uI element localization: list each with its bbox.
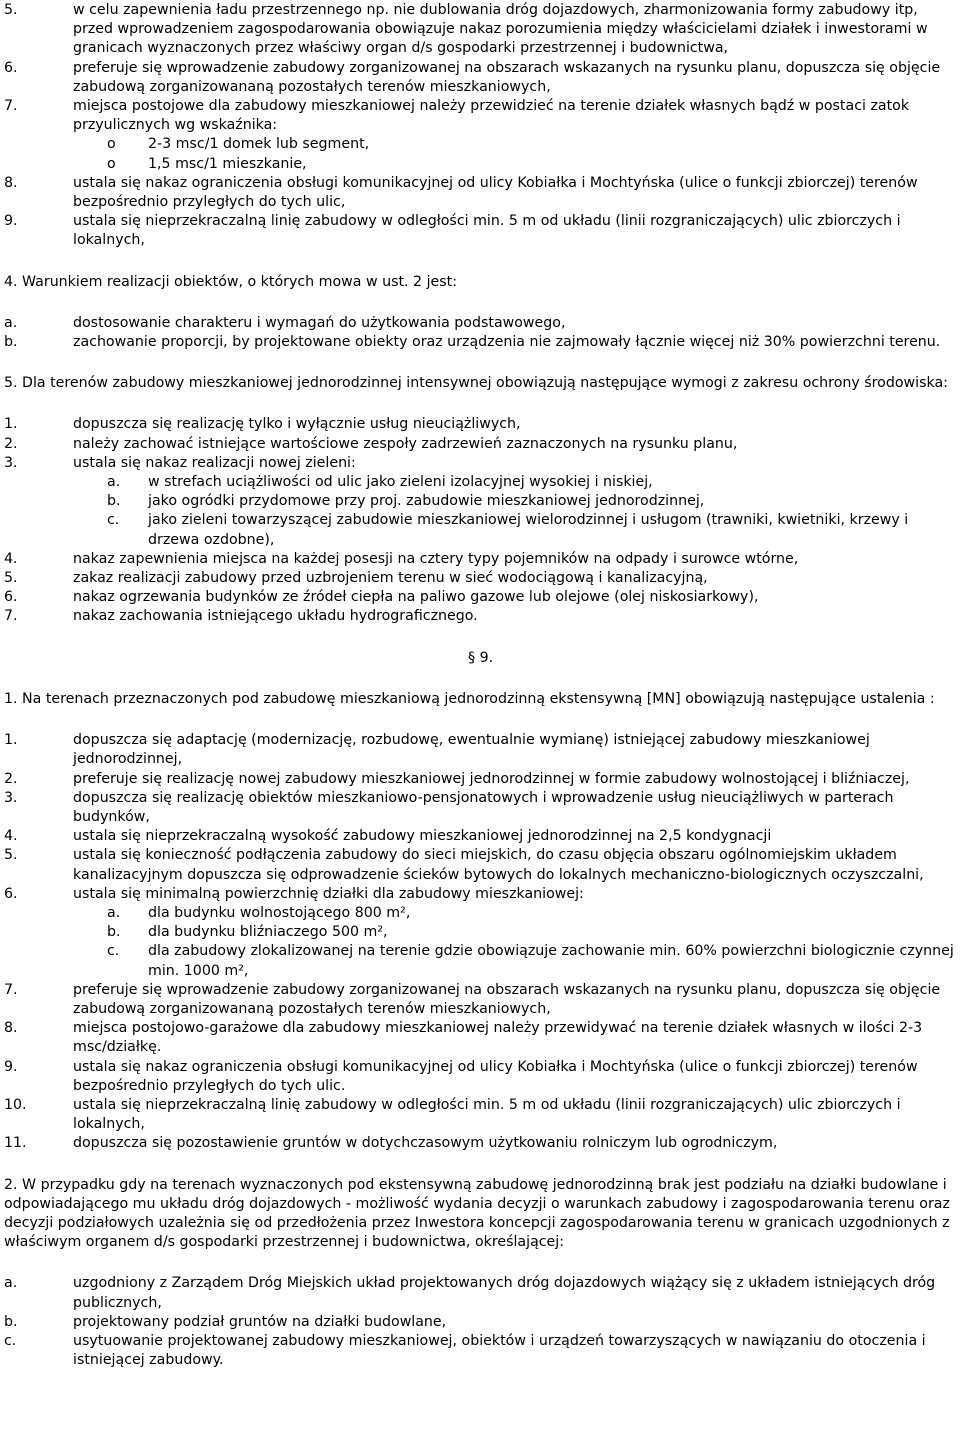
- list-item-text: nakaz zachowania istniejącego układu hydrograficznego.: [73, 608, 478, 625]
- section-4-heading: 4. Warunkiem realizacji obiektów, o których mowa w ust. 2 jest:: [4, 273, 458, 290]
- list-item: [0, 731, 960, 769]
- list-item-marker: b.: [4, 334, 18, 351]
- section-4-items: [0, 314, 960, 352]
- list-item-text: ustala się nakaz realizacji nowej zieleni:: [73, 454, 356, 471]
- list-item-marker: 11.: [4, 1135, 27, 1152]
- list-item-marker: 2.: [4, 435, 18, 452]
- list-item-text: ustala się minimalną powierzchnię działki dla zabudowy mieszkaniowej:: [73, 885, 584, 902]
- list-item-marker: 5.: [4, 570, 18, 587]
- list-item: [0, 923, 960, 942]
- section-5-heading: 5. Dla terenów zabudowy mieszkaniowej jednorodzinnej intensywnej obowiązują następujące wymogi z zakresu ochrony środowiska:: [4, 375, 948, 392]
- list-item-marker: 9.: [4, 213, 18, 230]
- list-item-text: 1,5 msc/1 mieszkanie,: [148, 155, 307, 172]
- list-item-marker: 1.: [4, 732, 18, 749]
- list-item: [0, 770, 960, 789]
- list-item-text: dla budynku bliźniaczego 500 m²,: [148, 924, 388, 941]
- list-item: [0, 314, 960, 333]
- parking-bullets: [0, 135, 960, 173]
- list-item: [0, 174, 960, 212]
- list-item: [0, 1332, 960, 1370]
- list-item: [0, 1019, 960, 1057]
- list-item-text: nakaz ogrzewania budynków ze źródeł ciepła na paliwo gazowe lub olejowe (olej niskosiarkowy),: [73, 589, 759, 606]
- list-item-marker: a.: [4, 314, 18, 331]
- list-item-marker: 4.: [4, 550, 18, 567]
- list-item: [0, 1134, 960, 1153]
- list-item: [0, 550, 960, 569]
- list-item-marker: o: [107, 136, 116, 153]
- list-item: [0, 511, 960, 549]
- list-item-text: należy zachować istniejące wartościowe zespoły zadrzewień zaznaczonych na rysunku planu,: [73, 435, 738, 452]
- list-item: [0, 1058, 960, 1096]
- list-item-text: nakaz zapewnienia miejsca na każdej posesji na cztery typy pojemników na odpady i surowce wtórne,: [73, 550, 799, 567]
- list-item-marker: b.: [107, 493, 121, 510]
- list-item-text: jako ogródki przydomowe przy proj. zabudowie mieszkaniowej jednorodzinnej,: [148, 493, 705, 510]
- list-item: [0, 97, 960, 135]
- list-item: [0, 155, 960, 174]
- top-list: [0, 1, 960, 135]
- list-item: [0, 789, 960, 827]
- list-item-text: dla budynku wolnostojącego 800 m²,: [148, 904, 411, 921]
- list-item-marker: a.: [4, 1275, 18, 1292]
- list-item-marker: 7.: [4, 981, 18, 998]
- list-item-text: dostosowanie charakteru i wymagań do użytkowania podstawowego,: [73, 314, 566, 331]
- list-item-text: w strefach uciążliwości od ulic jako zieleni izolacyjnej wysokiej i niskiej,: [148, 474, 653, 491]
- plot-size-list: [0, 904, 960, 981]
- list-item-marker: c.: [4, 1332, 17, 1349]
- list-item-marker: c.: [107, 512, 120, 529]
- list-item-text: ustala się nieprzekraczalną wysokość zabudowy mieszkaniowej jednorodzinnej na 2,5 kondygnacji: [73, 828, 772, 845]
- list-item: [0, 904, 960, 923]
- list-item-marker: 8.: [4, 1020, 18, 1037]
- list-item-marker: 10.: [4, 1096, 27, 1113]
- section-sign: § 9.: [468, 649, 494, 666]
- section-5-items: [0, 415, 960, 473]
- list-item-text: dopuszcza się pozostawienie gruntów w dotychczasowym użytkowaniu rolniczym lub ogrodniczym,: [73, 1135, 778, 1152]
- list-item: [0, 1313, 960, 1332]
- list-item-marker: a.: [107, 904, 121, 921]
- list-item: [0, 333, 960, 352]
- list-item-text: dopuszcza się realizację obiektów mieszkaniowo-pensjonatowych i wprowadzenie usług nieuciążliwych w parterach budynków,: [73, 789, 894, 825]
- list-item-marker: c.: [107, 943, 120, 960]
- list-item: [0, 454, 960, 473]
- section-5-items-continued: [0, 550, 960, 627]
- list-item-text: uzgodniony z Zarządem Dróg Miejskich układ projektowanych dróg dojazdowych wiążący się z układem istniejących dróg publicznych,: [73, 1275, 936, 1311]
- list-item-text: zachowanie proporcji, by projektowane obiekty oraz urządzenia nie zajmowały łącznie więcej niż 30% powierzchni terenu.: [73, 334, 941, 351]
- list-item-text: preferuje się wprowadzenie zabudowy zorganizowanej na obszarach wskazanych na rysunku planu, dopuszcza się objęcie zabudową zorganizowananą pozostałych terenów mieszkaniowych,: [73, 981, 941, 1017]
- list-item: [0, 885, 960, 904]
- list-item-marker: 6.: [4, 59, 18, 76]
- list-item: [0, 492, 960, 511]
- list-item-marker: 5.: [4, 847, 18, 864]
- list-item-marker: o: [107, 155, 116, 172]
- list-item-text: zakaz realizacji zabudowy przed uzbrojeniem terenu w sieć wodociągową i kanalizacyjną,: [73, 570, 708, 587]
- list-item: [0, 1096, 960, 1134]
- list-item-text: w celu zapewnienia ładu przestrzennego np. nie dublowania dróg dojazdowych, zharmonizowania formy zabudowy itp, przed wprowadzeniem zagospodarowania obowiązuje nakaz porozumienia między właścicielami działek i inwestorami w granicach wyznaczonych przez właściwy organ d/s gospodarki przestrzennej i budownictwa,: [73, 2, 928, 57]
- list-item-marker: 2.: [4, 770, 18, 787]
- list-item: [0, 1, 960, 59]
- list-item-text: ustala się nieprzekraczalną linię zabudowy w odległości min. 5 m od układu (linii rozgraniczających) ulic zbiorczych i lokalnych,: [73, 213, 901, 249]
- list-item-marker: 5.: [4, 2, 18, 18]
- list-item: [0, 846, 960, 884]
- list-item: [0, 607, 960, 626]
- list-item-text: dopuszcza się adaptację (modernizację, rozbudowę, ewentualnie wymianę) istniejącej zabudowy mieszkaniowej jednorodzinnej,: [73, 732, 870, 768]
- list-item-text: ustala się nakaz ograniczenia obsługi komunikacyjnej od ulicy Kobiałka i Mochtyńska (ulice o funkcji zbiorczej) terenów bezpośrednio przyległych do tych ulic.: [73, 1058, 918, 1094]
- list-item-marker: 3.: [4, 789, 18, 806]
- list-item-marker: 7.: [4, 608, 18, 625]
- list-item-text: dopuszcza się realizację tylko i wyłącznie usług nieuciążliwych,: [73, 416, 521, 433]
- list-item: [0, 1274, 960, 1312]
- list-item-text: projektowany podział gruntów na działki budowlane,: [73, 1313, 447, 1330]
- list-item-marker: 7.: [4, 98, 18, 115]
- list-item: [0, 473, 960, 492]
- list-item: [0, 588, 960, 607]
- list-item-marker: b.: [107, 924, 121, 941]
- mn-items-continued: [0, 981, 960, 1154]
- list-item-marker: 6.: [4, 885, 18, 902]
- list-item-text: preferuje się realizację nowej zabudowy mieszkaniowej jednorodzinnej w formie zabudowy wolnostojącej i bliźniaczej,: [73, 770, 910, 787]
- list-item: [0, 942, 960, 980]
- green-areas-list: [0, 473, 960, 550]
- list-item-marker: 9.: [4, 1058, 18, 1075]
- list-item-text: preferuje się wprowadzenie zabudowy zorganizowanej na obszarach wskazanych na rysunku planu, dopuszcza się objęcie zabudową zorganizowananą pozostałych terenów mieszkaniowych,: [73, 59, 941, 95]
- list-item-marker: 4.: [4, 828, 18, 845]
- list-item-text: miejsca postojowe dla zabudowy mieszkaniowej należy przewidzieć na terenie działek własnych bądź w postaci zatok przyulicznych wg wskaźnika:: [73, 98, 910, 134]
- list-item-marker: 3.: [4, 454, 18, 471]
- list-item: [0, 415, 960, 434]
- list-item: [0, 59, 960, 97]
- list-item: [0, 981, 960, 1019]
- paragraph-2: 2. W przypadku gdy na terenach wyznaczonych pod ekstensywną zabudowę jednorodzinną brak jest podziału na działki budowlane i odpowiadającego mu układu dróg dojazdowych - możliwość wydania decyzji o warunkach zabudowy i zagospodarowania terenu oraz decyzji podziałowych uzależnia się od przedłożenia przez Inwestora koncepcji zagospodarowania terenu w granicach uzgodnionych z właściwym organem d/s gospodarki przestrzennej i budownictwa, określającej:: [4, 1176, 950, 1251]
- list-item-text: ustala się konieczność podłączenia zabudowy do sieci miejskich, do czasu objęcia obszaru ogólnomiejskim układem kanalizacyjnym dopuszcza się odprowadzenie ścieków bytowych do lokalnych mechaniczno-biologicznych oczyszczalni,: [73, 847, 924, 883]
- list-item-text: ustala się nakaz ograniczenia obsługi komunikacyjnej od ulicy Kobiałka i Mochtyńska (ulice o funkcji zbiorczej) terenów bezpośrednio przyległych do tych ulic,: [73, 174, 918, 211]
- list-item-marker: a.: [107, 474, 121, 491]
- list-item-marker: 8.: [4, 174, 18, 191]
- list-item: [0, 435, 960, 454]
- list-item-text: ustala się nieprzekraczalną linię zabudowy w odległości min. 5 m od układu (linii rozgraniczających) ulic zbiorczych i lokalnych,: [73, 1096, 901, 1133]
- paragraph-2-items: [0, 1274, 960, 1370]
- list-item: [0, 569, 960, 588]
- mn-heading: 1. Na terenach przeznaczonych pod zabudowę mieszkaniową jednorodzinną ekstensywną [MN] obowiązują następujące ustalenia :: [4, 690, 935, 707]
- list-item-marker: 6.: [4, 589, 18, 606]
- list-item-marker: b.: [4, 1313, 18, 1330]
- list-item-text: 2-3 msc/1 domek lub segment,: [148, 136, 370, 153]
- top-list-continued: [0, 174, 960, 251]
- list-item: [0, 212, 960, 250]
- list-item-text: jako zieleni towarzyszącej zabudowie mieszkaniowej wielorodzinnej i usługom (trawniki, kwietniki, krzewy i drzewa ozdobne),: [148, 512, 909, 548]
- list-item-text: usytuowanie projektowanej zabudowy mieszkaniowej, obiektów i urządzeń towarzyszących w nawiązaniu do otoczenia i istniejącej zabudowy.: [73, 1332, 926, 1369]
- list-item-text: dla zabudowy zlokalizowanej na terenie gdzie obowiązuje zachowanie min. 60% powierzchni biologicznie czynnej min. 1000 m²,: [148, 943, 954, 979]
- list-item-text: miejsca postojowo-garażowe dla zabudowy mieszkaniowej należy przewidywać na terenie działek własnych w ilości 2-3 msc/działkę.: [73, 1020, 923, 1056]
- list-item: [0, 135, 960, 154]
- mn-items: [0, 731, 960, 904]
- list-item-marker: 1.: [4, 416, 18, 433]
- list-item: [0, 827, 960, 846]
